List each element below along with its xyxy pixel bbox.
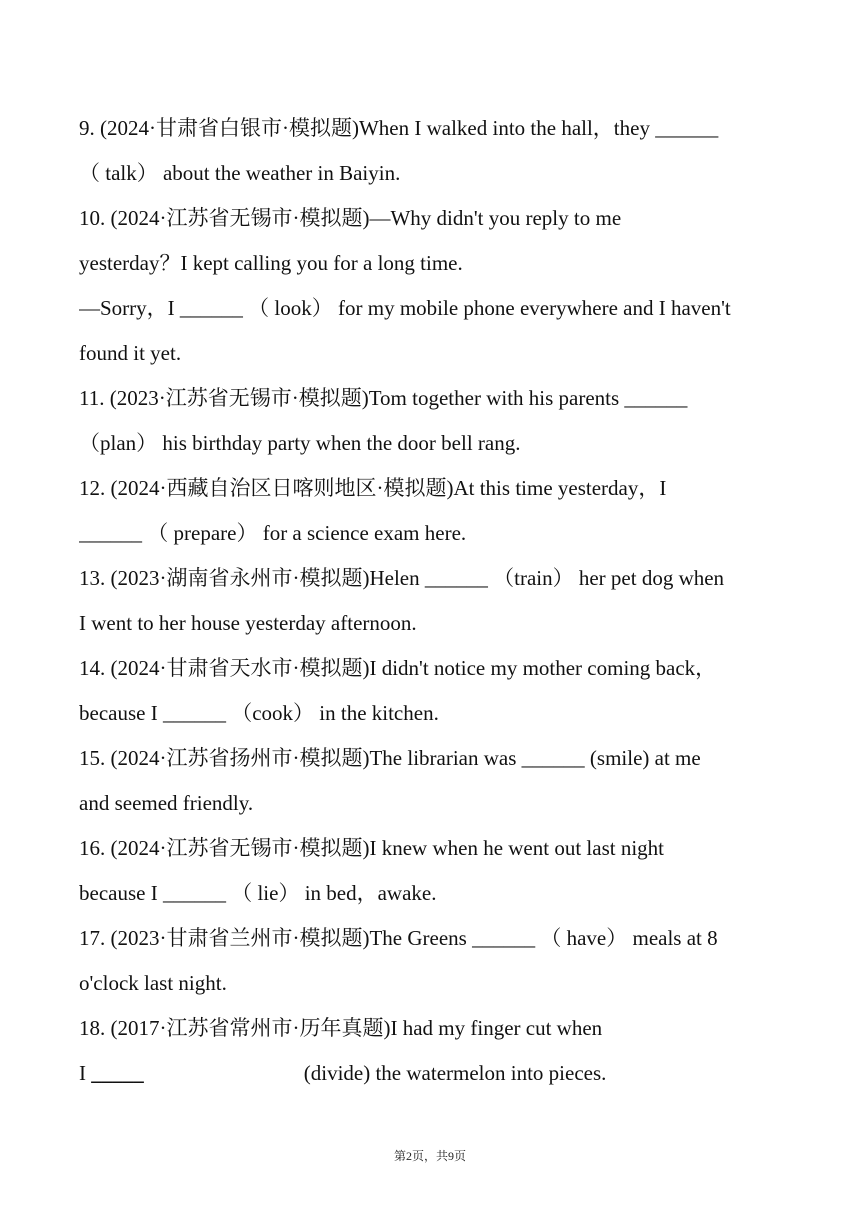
- question-18-line-1: 18. (2017·江苏省常州市·历年真题)I had my finger cut when: [79, 1016, 603, 1040]
- question-15-line-2: and seemed friendly.: [79, 791, 254, 815]
- question-18-start: I: [79, 1061, 92, 1085]
- question-13-line-1: 13. (2023·湖南省永州市·模拟题)Helen ______ （train） her pet dog when: [79, 566, 725, 590]
- question-18-end: (divide) the watermelon into pieces.: [303, 1061, 607, 1085]
- question-17-line-2: o'clock last night.: [79, 971, 227, 995]
- answer-blank: _____: [91, 1061, 144, 1085]
- question-15-line-1: 15. (2024·江苏省扬州市·模拟题)The librarian was ______ (smile) at me: [79, 746, 701, 770]
- question-10-line-1: 10. (2024·江苏省无锡市·模拟题)—Why didn't you reply to me: [79, 206, 622, 230]
- question-11-line-1: 11. (2023·江苏省无锡市·模拟题)Tom together with his parents ______: [79, 386, 688, 410]
- question-16-line-2: because I ______ （ lie） in bed，awake.: [79, 881, 437, 905]
- question-14-line-2: because I ______ （cook） in the kitchen.: [79, 701, 439, 725]
- question-12-line-1: 12. (2024·西藏自治区日喀则地区·模拟题)At this time yesterday，I: [79, 476, 667, 500]
- question-9-line-2: （ talk） about the weather in Baiyin.: [79, 161, 401, 185]
- question-12-line-2: ______ （ prepare） for a science exam here.: [79, 521, 467, 545]
- question-10-line-3: —Sorry，I ______ （ look） for my mobile phone everywhere and I haven't: [79, 296, 731, 320]
- question-10-line-2: yesterday？I kept calling you for a long time.: [79, 251, 463, 275]
- question-13-line-2: I went to her house yesterday afternoon.: [79, 611, 417, 635]
- question-9-line-1: 9. (2024·甘肃省白银市·模拟题)When I walked into the hall，they ______: [79, 116, 719, 140]
- question-14-line-1: 14. (2024·甘肃省天水市·模拟题)I didn't notice my mother coming back，: [79, 656, 717, 680]
- question-11-line-2: （plan） his birthday party when the door bell rang.: [79, 431, 521, 455]
- question-16-line-1: 16. (2024·江苏省无锡市·模拟题)I knew when he went out last night: [79, 836, 664, 860]
- question-18-line-2: [79, 1051, 799, 1096]
- question-17-line-1: 17. (2023·甘肃省兰州市·模拟题)The Greens ______ （ have） meals at 8: [79, 926, 718, 950]
- page-number-footer: 第2页，共9页: [393, 1149, 466, 1163]
- question-list: [79, 106, 799, 1096]
- question-10-line-4: found it yet.: [79, 341, 182, 365]
